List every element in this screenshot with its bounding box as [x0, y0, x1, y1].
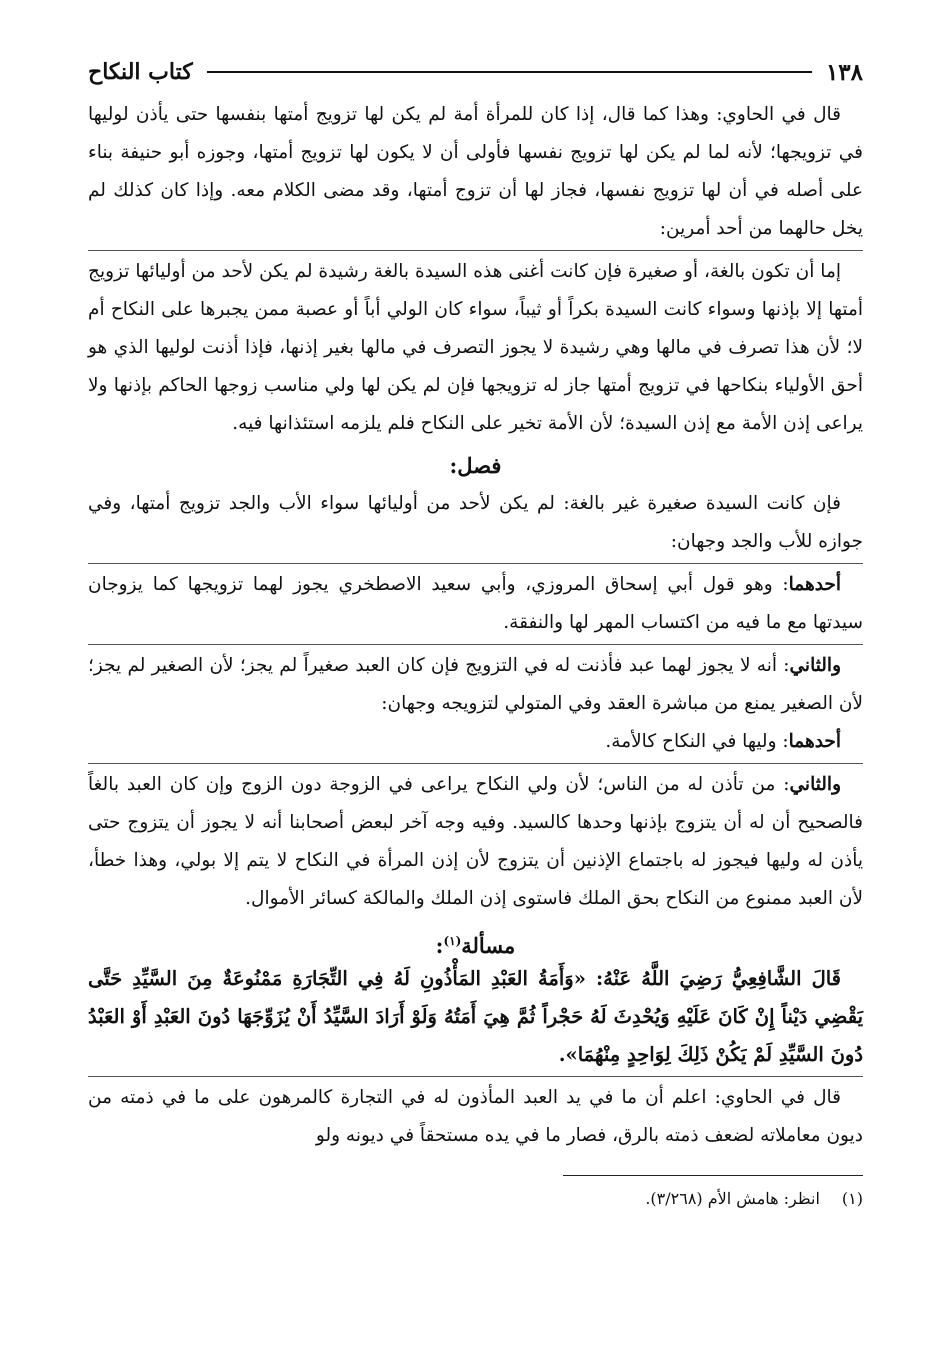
footnote [88, 1186, 863, 1212]
paragraph-2: إما أن تكون بالغة، أو صغيرة فإن كانت أغنى هذه السيدة بالغة رشيدة لم يكن لأحد من أوليائها تزويج أمتها إلا بإذنها وسواء كانت السيدة بكراً أو ثيباً، سواء كان الولي أباً أو عصبة ممن يجبرها على النكاح أم لا؛ لأن هذا تصرف في مالها وهي رشيدة لا يجوز التصرف في مالها بغير إذنها، فإذا أذنت لوليها الذي هو أحق الأولياء بنكاحها في تزويج أمتها جاز له تزويجها فإن لم يكن لها ولي مناسب زوجها الحاكم بإذنها ولا يراعى إذن الأمة مع إذن السيدة؛ لأن الأمة تخير على النكاح فلم يلزمه استئذانها فيه. [88, 261, 863, 434]
term-second: والثاني [789, 655, 841, 676]
footnote-text: انظر: هامش الأم (٣/٢٦٨). [645, 1189, 820, 1208]
section-heading-masala [88, 918, 863, 960]
term-first: أحدهما [788, 574, 841, 595]
footnote-marker: (١) [443, 934, 462, 948]
shafii-quote: قَالَ الشَّافِعِيُّ رَضِيَ اللَّهُ عَنْهُ: «وَأَمَةُ العَبْدِ المَأْذُونِ لَهُ فِي التِّجَارَةِ مَمْنُوعَةٌ مِنَ السَّيِّدِ حَتَّى يَقْضِي دَيْناً إِنْ كَانَ عَلَيْهِ وَيُحْدِثَ لَهُ حَجْراً ثُمَّ هِيَ أَمَتُهُ وَلَوْ أَرَادَ السَّيِّدُ أَنْ يُزَوِّجَهَا دُونَ العَبْدِ أَوْ العَبْدُ دُونَ السَّيِّدِ لَمْ يَكُنْ ذَلِكَ لِوَاحِدٍ مِنْهُمَا». [88, 967, 863, 1066]
page-number: ١٣٨ [825, 58, 863, 86]
paragraph-6-text: : وليها في النكاح كالأمة. [605, 731, 789, 752]
paragraph-5-text: : أنه لا يجوز لهما عبد فأذنت له في التزويج فإن كان العبد صغيراً لم يجز؛ لأن الصغير لم يجز؛ لأن الصغير يمنع من مباشرة العقد وفي المتولي لتزويجه وجهان: [88, 655, 863, 714]
paragraph-1: قال في الحاوي: وهذا كما قال، إذا كان للمرأة أمة لم يكن لها تزويج أمتها بنفسها حتى يأذن لوليها في تزويجها؛ لأنه لما لم يكن لها تزويج نفسها فأولى أن لا يكون لها تزويج أمتها، وجوزه أبو حنيفة بناء على أصله في أن لها تزويج نفسها، فجاز لها أن تزوج أمتها، وقد مضى الكلام معه. وإذا كان كذلك لم يخل حالهما من أحد أمرين: [88, 104, 863, 239]
masala-colon: : [435, 933, 444, 958]
paragraph-6 [88, 723, 863, 761]
paragraph-divider [88, 644, 863, 645]
masala-label: مسألة [461, 933, 516, 958]
section-heading-fasl: فصل: [449, 453, 502, 478]
term-second: والثاني [789, 774, 841, 795]
footnote-number: (١) [841, 1189, 863, 1208]
paragraph-4-text: : وهو قول أبي إسحاق المروزي، وأبي سعيد الاصطخري يجوز لهما تزويجها كما يزوجان سيدتها مع ما فيه من اكتساب المهر لها والنفقة. [88, 574, 863, 633]
paragraph-divider [88, 563, 863, 564]
footnote-rule [563, 1175, 863, 1176]
header-rule [207, 71, 812, 73]
paragraph-divider [88, 763, 863, 764]
page-header [88, 52, 863, 92]
paragraph-7-text: : من تأذن له من الناس؛ لأن ولي النكاح يراعى في الزوجة دون الزوج وإن كان العبد بالغاً فالصحيح أن له أن يتزوج بإذنها وحدها كالسيد. وفيه وجه آخر لبعض أصحابنا أنه لا يجوز أن يتزوج حتى يأذن له وليها فيجوز له باجتماع الإذنين أن يتزوج لأن إذن المرأة في النكاح لا يتم إلا بولي، وهذا خطأ، لأن العبد ممنوع من النكاح بحق الملك فاستوى إذن الملك والمالكة كسائر الأموال. [88, 774, 863, 909]
running-title: كتاب النكاح [88, 59, 193, 85]
paragraph-divider [88, 1076, 863, 1077]
term-first: أحدهما [788, 731, 841, 752]
paragraph-4 [88, 566, 863, 642]
paragraph-divider [88, 250, 863, 251]
paragraph-3: فإن كانت السيدة صغيرة غير بالغة: لم يكن لأحد من أوليائها سواء الأب والجد تزويج أمتها، وفي جوازه للأب والجد وجهان: [88, 493, 863, 552]
paragraph-5 [88, 647, 863, 723]
paragraph-8: قال في الحاوي: اعلم أن ما في يد العبد المأذون له في التجارة كالمرهون على ما في ذمته من ديون معاملاته لضعف ذمته بالرق، فصار ما في يده مستحقاً في ديونه ولو [88, 1087, 863, 1146]
paragraph-7 [88, 766, 863, 918]
